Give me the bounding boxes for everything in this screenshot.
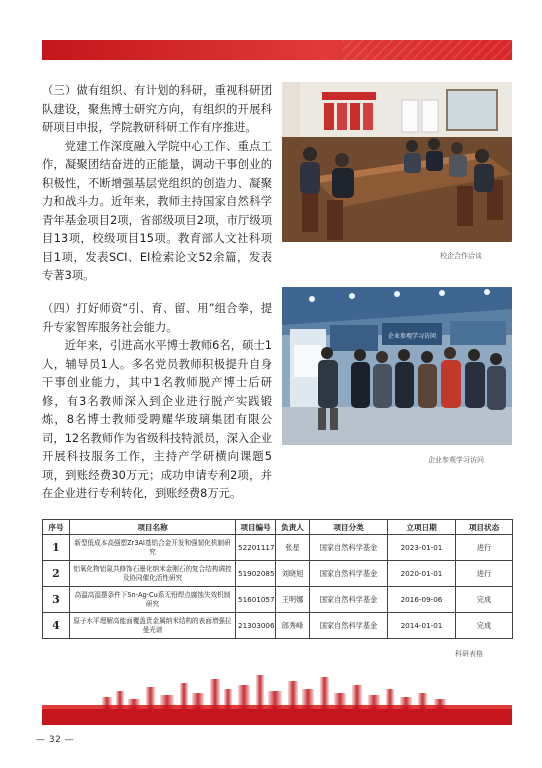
row-category: 国家自然科学基金 [310,535,388,561]
section-3-heading: （三）做有组织、有计划的科研，重视科研团队建设，聚焦博士研究方向，有组织的开展科研项目申报，学院教研科研工作有序推进。 [42,84,272,134]
header-leader: 负责人 [276,520,310,535]
row-category: 国家自然科学基金 [310,587,388,613]
row-category: 国家自然科学基金 [310,561,388,587]
header-project-name: 项目名称 [70,520,236,535]
header-category: 项目分类 [310,520,388,535]
row-index: 4 [43,613,70,639]
table-row [43,535,513,561]
row-status: 进行 [456,535,513,561]
banner-text: 企业参观学习访问 [387,333,437,340]
row-project-number: 51601057 [236,587,276,613]
section-4-body: 近年来，引进高水平博士教师6名，硕士1人，辅导员1人。多名党员教师积极提升自身干事创业能力，其中1名教师脱产博士后研修，有3名教师深入到企业进行脱产实践锻炼，8名博士教师受聘耀华玻璃集团有限公司，12名教师作为省级科技特派员，深入企业开展科技服务工作，主持产学研横向课题5项，到账经费30万元；成功申请专利2项，并在企业进行专利转化，到账经费8万元。 [42,339,272,500]
header-status: 项目状态 [456,520,513,535]
section-3-text [42,82,272,286]
row-project-name: 高温高湿摆条件下Sn-Ag-Cu系无铅焊点腐蚀失效机制研究 [70,587,236,613]
header-start-date: 立项日期 [388,520,456,535]
section-3-body: 党建工作深度融入学院中心工作、重点工作，凝聚团结奋进的正能量，调动干事创业的积极性，不断增强基层党组织的创造力、凝聚力和战斗力。近年来，教师主持国家自然科学青年基金项目2项，省部级项目2项，市厅级项目13项，校级项目15项。教育部人文社科项目1项，发表SCI、EI检索论文52余篇，发表专著3项。 [42,139,272,282]
page-number: — 32 — [36,735,75,745]
row-project-number: 51902085 [236,561,276,587]
row-project-name: 新型低成本高强塑Zr3Al基锆合金开发和强韧化机制研究 [70,535,236,561]
city-skyline-graphic [42,675,512,725]
row-start-date: 2023-01-01 [388,535,456,561]
row-status: 完成 [456,587,513,613]
row-project-number: 52201117 [236,535,276,561]
row-project-name: 原子水平理解高能面覆盖贵金属纳米结构的表面增强拉曼光谱 [70,613,236,639]
research-project-table [42,519,513,639]
visit-photo-image [282,287,512,445]
row-leader: 郎秀峰 [276,613,310,639]
row-index: 3 [43,587,70,613]
photo-caption-meeting: 校企合作洽谈 [440,252,482,260]
header-pattern [342,40,512,60]
row-start-date: 2020-01-01 [388,561,456,587]
row-leader: 刘晓旭 [276,561,310,587]
meeting-photo [282,82,512,242]
visit-photo [282,287,512,445]
row-status: 完成 [456,613,513,639]
meeting-photo-image [282,82,512,242]
table-row [43,613,513,639]
photo-caption-visit: 企业参观学习访问 [428,456,484,464]
table-row [43,587,513,613]
table-header-row [43,520,513,535]
row-index: 2 [43,561,70,587]
header-band [42,40,512,60]
table-row [43,561,513,587]
section-4-heading: （四）打好师资“引、育、留、用”组合拳，提升专家智库服务社会能力。 [42,302,272,334]
row-start-date: 2014-01-01 [388,613,456,639]
row-index: 1 [43,535,70,561]
section-4-text [42,300,272,504]
table-caption: 科研表格 [455,650,483,658]
row-project-number: 21303006 [236,613,276,639]
row-start-date: 2016-09-06 [388,587,456,613]
row-leader: 王明娜 [276,587,310,613]
row-status: 进行 [456,561,513,587]
row-leader: 张星 [276,535,310,561]
row-category: 国家自然科学基金 [310,613,388,639]
row-project-name: 铝氧化物铝氮共修饰石墨化纳米金刚石的复合结构调控及协同催化活性研究 [70,561,236,587]
header-index: 序号 [43,520,70,535]
header-project-number: 项目编号 [236,520,276,535]
